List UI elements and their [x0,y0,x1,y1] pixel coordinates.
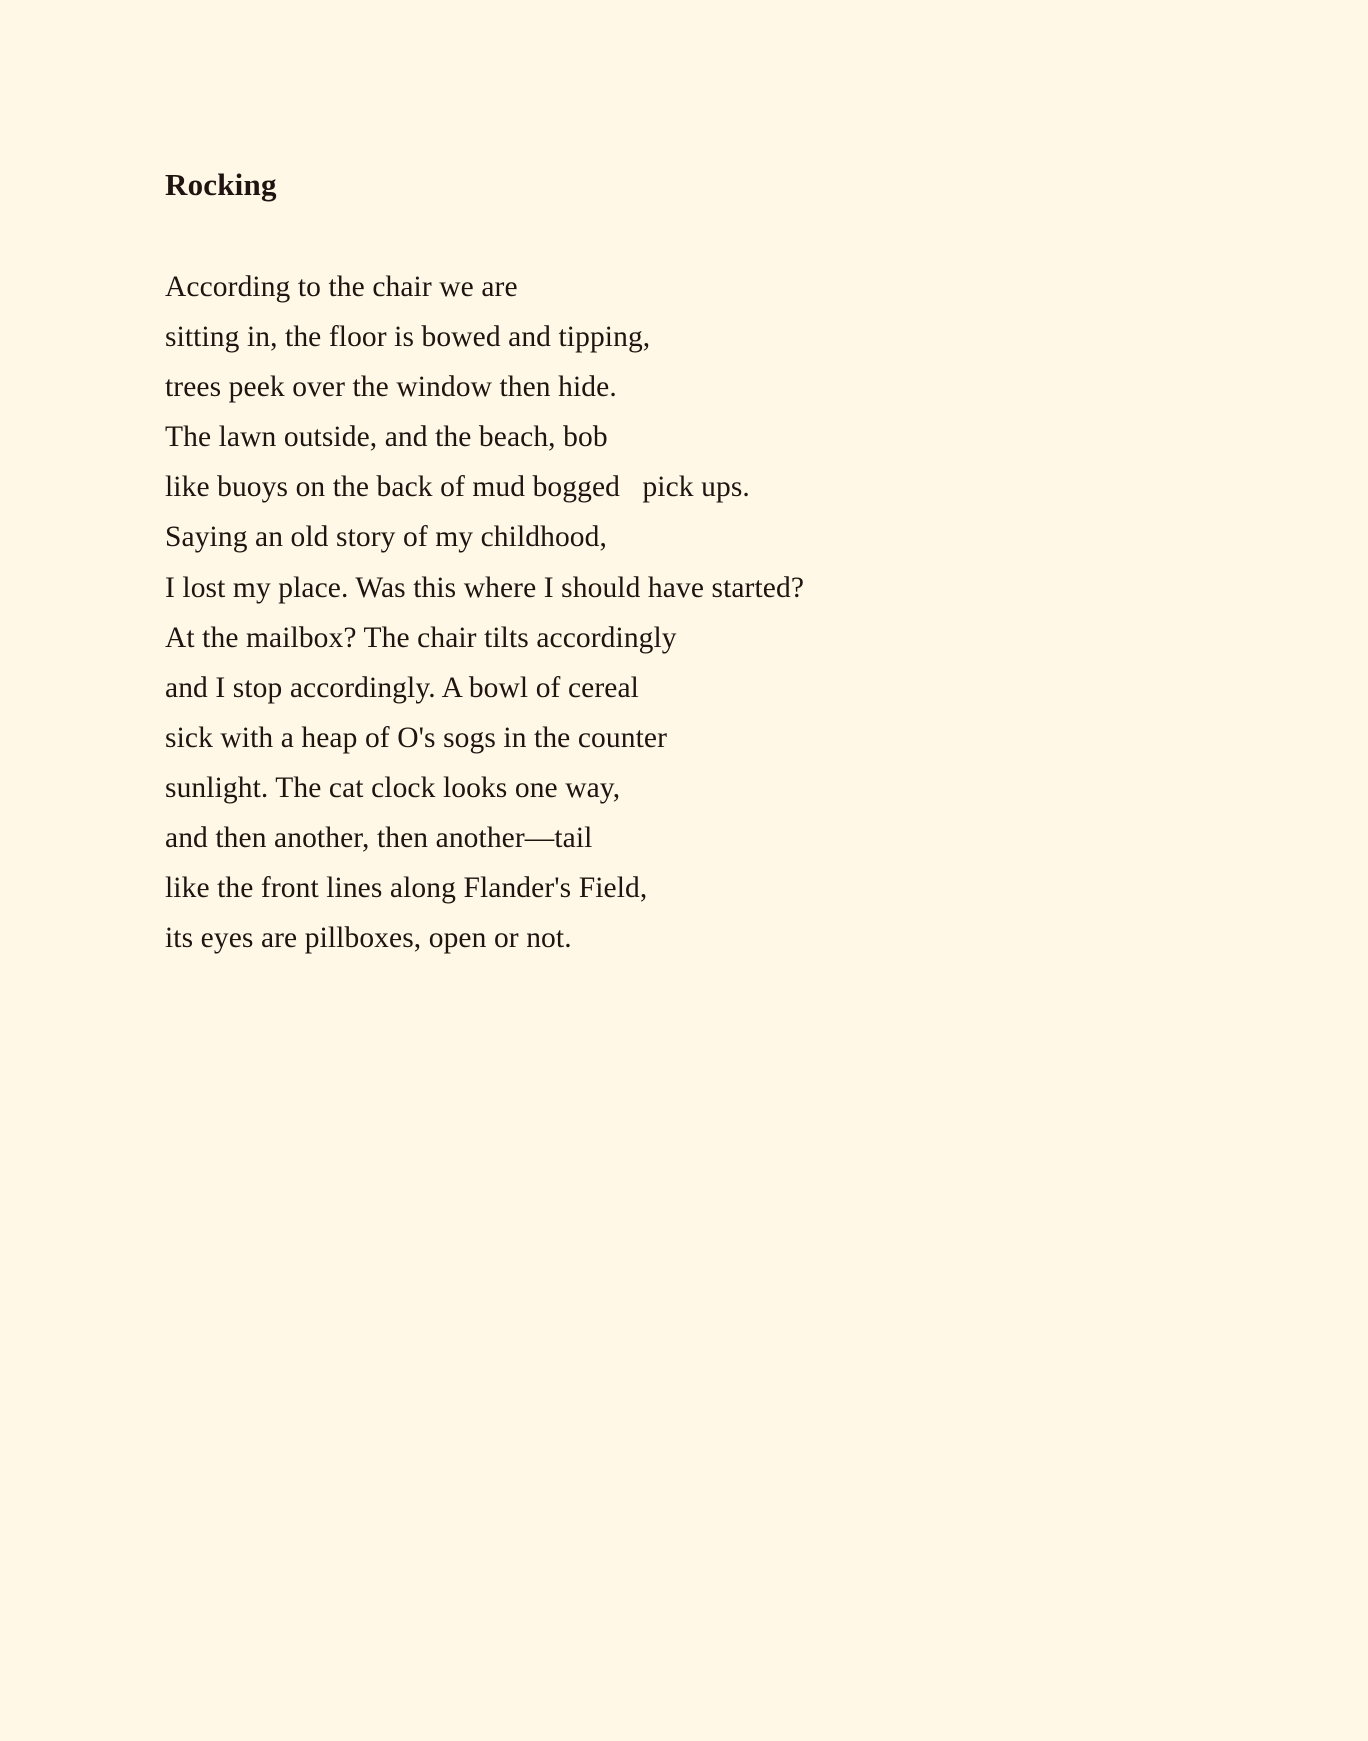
poem-body [165,262,1205,963]
poem-line: like buoys on the back of mud bogged pick ups. [165,471,750,504]
poem-line: its eyes are pillboxes, open or not. [165,922,572,955]
poem-line: sick with a heap of O's sogs in the counter [165,721,667,754]
poem-line: and then another, then another—tail [165,822,593,855]
poem-line: sitting in, the floor is bowed and tipping, [165,321,651,354]
poem-page [165,162,1205,963]
poem-line: I lost my place. Was this where I should have started? [165,571,805,604]
poem-title: Rocking [165,167,277,202]
poem-line: According to the chair we are [165,271,518,303]
poem-line: The lawn outside, and the beach, bob [165,421,608,454]
poem-line: trees peek over the window then hide. [165,371,617,404]
poem-line: sunlight. The cat clock looks one way, [165,771,621,804]
poem-line: like the front lines along Flander's Field, [165,872,648,905]
poem-line: Saying an old story of my childhood, [165,521,607,554]
poem-line: At the mailbox? The chair tilts accordingly [165,621,677,654]
poem-line: and I stop accordingly. A bowl of cereal [165,671,639,704]
